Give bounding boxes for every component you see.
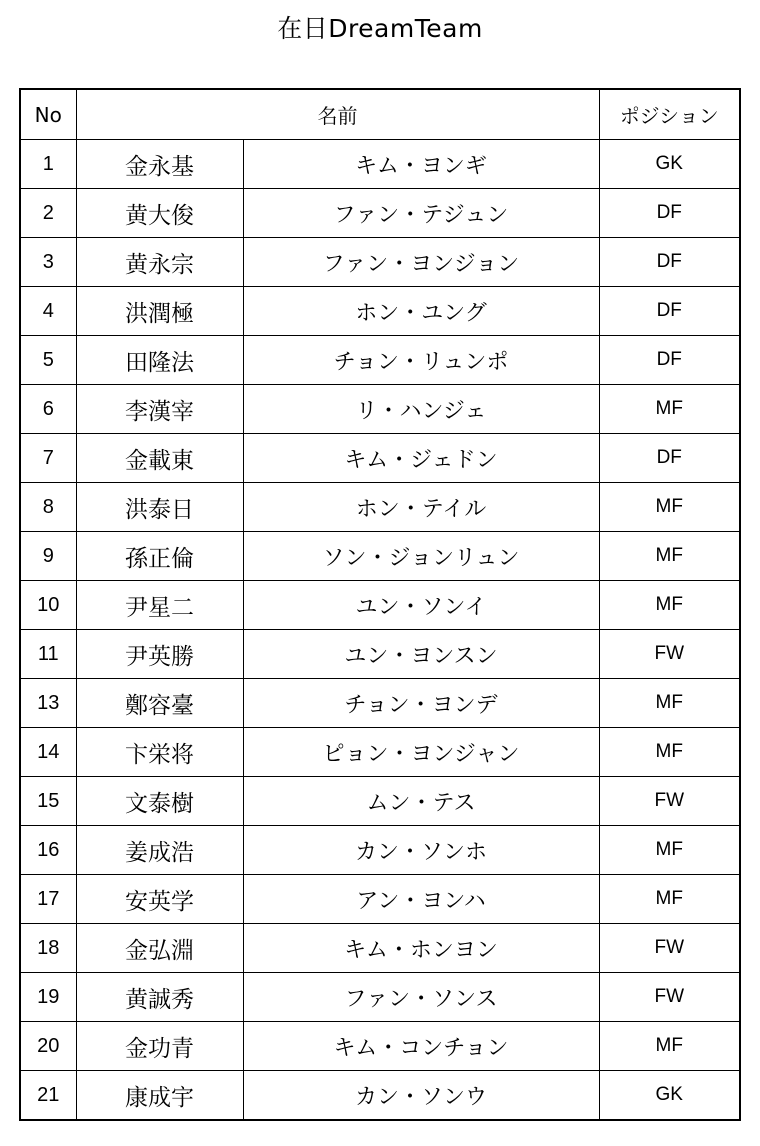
player-name-kana: ホン・ユング [243, 287, 599, 336]
player-position: FW [599, 777, 740, 826]
player-name-kana: キム・ヨンギ [243, 140, 599, 189]
player-name-kana: ホン・テイル [243, 483, 599, 532]
player-number: 6 [20, 385, 76, 434]
player-position: DF [599, 238, 740, 287]
player-position: DF [599, 189, 740, 238]
table-row [20, 630, 740, 679]
player-number: 14 [20, 728, 76, 777]
player-name-kana: ソン・ジョンリュン [243, 532, 599, 581]
player-name-kana: リ・ハンジェ [243, 385, 599, 434]
player-name-kana: アン・ヨンハ [243, 875, 599, 924]
column-header-name: 名前 [76, 89, 599, 140]
column-header-no: No [20, 89, 76, 140]
table-row [20, 532, 740, 581]
player-name-kanji: 李漢宰 [76, 385, 243, 434]
player-name-kana: ムン・テス [243, 777, 599, 826]
player-position: MF [599, 728, 740, 777]
player-name-kanji: 金永基 [76, 140, 243, 189]
player-name-kanji: 安英学 [76, 875, 243, 924]
player-number: 9 [20, 532, 76, 581]
player-name-kanji: 文泰樹 [76, 777, 243, 826]
player-name-kana: ユン・ヨンスン [243, 630, 599, 679]
player-position: MF [599, 385, 740, 434]
player-name-kana: キム・コンチョン [243, 1022, 599, 1071]
table-row [20, 728, 740, 777]
table-row [20, 434, 740, 483]
player-number: 4 [20, 287, 76, 336]
player-position: DF [599, 287, 740, 336]
table-row [20, 581, 740, 630]
table-row [20, 336, 740, 385]
player-position: DF [599, 336, 740, 385]
player-number: 19 [20, 973, 76, 1022]
player-name-kanji: 金弘淵 [76, 924, 243, 973]
player-name-kanji: 姜成浩 [76, 826, 243, 875]
table-row [20, 238, 740, 287]
table-row [20, 875, 740, 924]
player-name-kanji: 尹英勝 [76, 630, 243, 679]
player-name-kana: ファン・ソンス [243, 973, 599, 1022]
player-position: MF [599, 826, 740, 875]
player-name-kanji: 康成宇 [76, 1071, 243, 1121]
player-number: 20 [20, 1022, 76, 1071]
roster-table [19, 88, 741, 1121]
player-number: 1 [20, 140, 76, 189]
player-number: 10 [20, 581, 76, 630]
table-row [20, 140, 740, 189]
player-name-kanji: 孫正倫 [76, 532, 243, 581]
player-number: 7 [20, 434, 76, 483]
player-name-kanji: 黄大俊 [76, 189, 243, 238]
player-position: GK [599, 1071, 740, 1121]
player-name-kana: チョン・リュンポ [243, 336, 599, 385]
player-number: 2 [20, 189, 76, 238]
table-row [20, 826, 740, 875]
player-number: 5 [20, 336, 76, 385]
player-name-kana: チョン・ヨンデ [243, 679, 599, 728]
player-name-kana: ファン・テジュン [243, 189, 599, 238]
table-row [20, 679, 740, 728]
player-number: 3 [20, 238, 76, 287]
player-position: MF [599, 1022, 740, 1071]
player-number: 21 [20, 1071, 76, 1121]
table-row [20, 973, 740, 1022]
player-position: DF [599, 434, 740, 483]
player-position: MF [599, 875, 740, 924]
player-position: FW [599, 973, 740, 1022]
player-name-kana: キム・ジェドン [243, 434, 599, 483]
player-position: MF [599, 532, 740, 581]
table-row [20, 287, 740, 336]
player-name-kanji: 金載東 [76, 434, 243, 483]
player-number: 16 [20, 826, 76, 875]
player-number: 13 [20, 679, 76, 728]
player-name-kana: キム・ホンヨン [243, 924, 599, 973]
table-row [20, 924, 740, 973]
table-row [20, 483, 740, 532]
table-row [20, 385, 740, 434]
player-name-kanji: 洪泰日 [76, 483, 243, 532]
player-number: 18 [20, 924, 76, 973]
player-name-kanji: 尹星二 [76, 581, 243, 630]
player-number: 8 [20, 483, 76, 532]
roster-body [20, 140, 740, 1121]
player-number: 15 [20, 777, 76, 826]
header-row [20, 89, 740, 140]
player-position: MF [599, 483, 740, 532]
player-name-kanji: 田隆法 [76, 336, 243, 385]
player-name-kana: ピョン・ヨンジャン [243, 728, 599, 777]
player-name-kana: カン・ソンホ [243, 826, 599, 875]
player-name-kanji: 金功青 [76, 1022, 243, 1071]
table-row [20, 189, 740, 238]
player-name-kanji: 洪潤極 [76, 287, 243, 336]
player-name-kana: ユン・ソンイ [243, 581, 599, 630]
player-name-kanji: 黄誠秀 [76, 973, 243, 1022]
player-name-kanji: 鄭容臺 [76, 679, 243, 728]
player-name-kanji: 黄永宗 [76, 238, 243, 287]
player-number: 11 [20, 630, 76, 679]
player-number: 17 [20, 875, 76, 924]
player-name-kana: ファン・ヨンジョン [243, 238, 599, 287]
player-name-kana: カン・ソンウ [243, 1071, 599, 1121]
player-position: FW [599, 630, 740, 679]
player-position: MF [599, 679, 740, 728]
player-position: FW [599, 924, 740, 973]
player-name-kanji: 卞栄将 [76, 728, 243, 777]
player-position: MF [599, 581, 740, 630]
table-row [20, 777, 740, 826]
page-title: 在日DreamTeam [277, 14, 483, 43]
column-header-position: ポジション [599, 89, 740, 140]
table-row [20, 1071, 740, 1121]
table-row [20, 1022, 740, 1071]
player-position: GK [599, 140, 740, 189]
